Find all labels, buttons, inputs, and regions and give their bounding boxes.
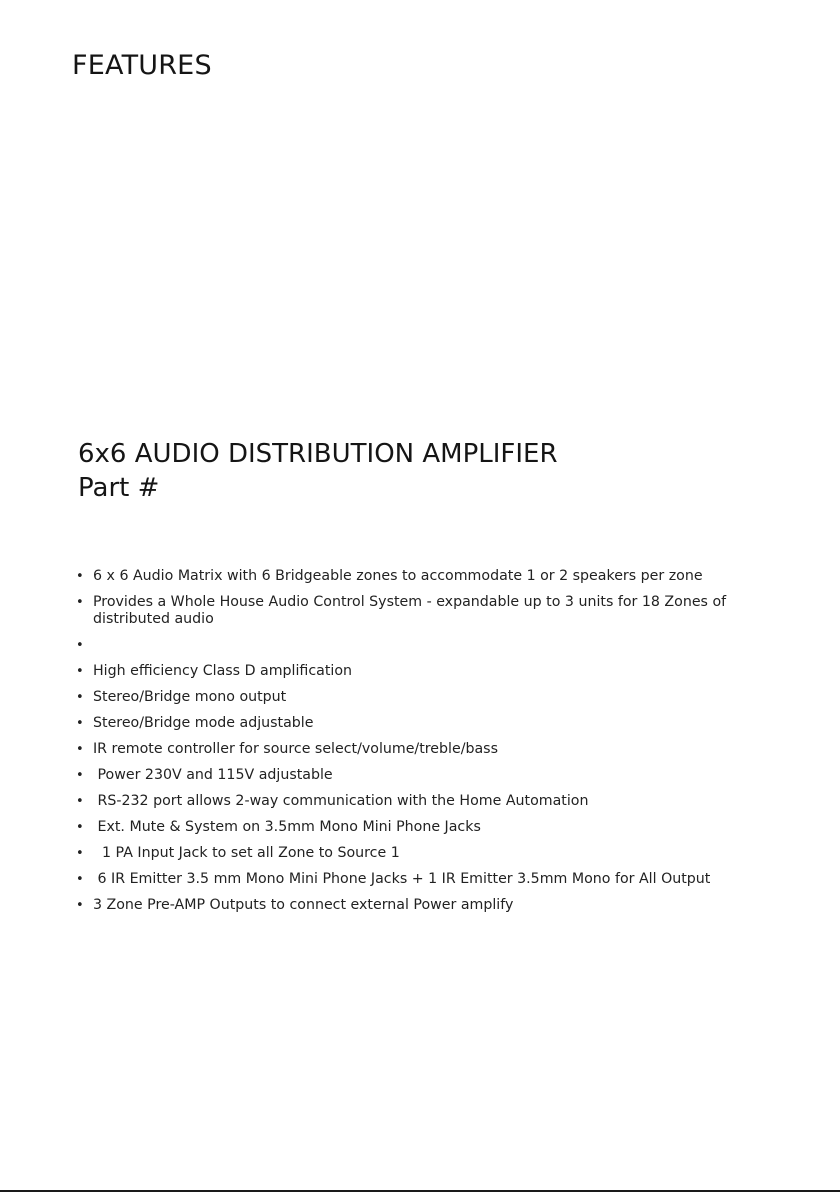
feature-text: Ext. Mute & System on 3.5mm Mono Mini Phone Jacks — [93, 819, 481, 835]
feature-text: IR remote controller for source select/volume/treble/bass — [93, 741, 498, 757]
feature-item — [76, 819, 796, 836]
section-title: FEATURES — [72, 50, 212, 81]
feature-item — [76, 715, 796, 732]
feature-text: High efficiency Class D amplification — [93, 663, 353, 679]
feature-text: 1 PA Input Jack to set all Zone to Source 1 — [93, 845, 400, 861]
feature-text: 6 x 6 Audio Matrix with 6 Bridgeable zones to accommodate 1 or 2 speakers per zone — [93, 568, 703, 584]
feature-item — [76, 689, 796, 706]
feature-text: 3 Zone Pre-AMP Outputs to connect external Power amplify — [93, 897, 514, 913]
feature-text: Stereo/Bridge mode adjustable — [93, 715, 314, 731]
feature-item — [76, 871, 796, 888]
feature-list — [76, 568, 796, 923]
product-title: 6x6 AUDIO DISTRIBUTION AMPLIFIER — [78, 439, 558, 469]
feature-text: 6 IR Emitter 3.5 mm Mono Mini Phone Jacks + 1 IR Emitter 3.5mm Mono for All Output — [93, 871, 711, 887]
feature-text: Power 230V and 115V adjustable — [93, 767, 333, 783]
feature-text: RS-232 port allows 2-way communication with the Home Automation — [93, 793, 589, 809]
product-heading — [78, 437, 558, 505]
feature-item — [76, 637, 796, 654]
feature-text: Provides a Whole House Audio Control System - expandable up to 3 units for 18 Zones of distributed audio — [93, 594, 727, 627]
feature-item — [76, 594, 796, 628]
feature-text: Stereo/Bridge mono output — [93, 689, 287, 705]
feature-item — [76, 741, 796, 758]
part-number-label: Part # — [78, 473, 160, 503]
feature-item — [76, 793, 796, 810]
feature-item — [76, 568, 796, 585]
feature-item — [76, 897, 796, 914]
feature-item — [76, 663, 796, 680]
feature-item — [76, 767, 796, 784]
feature-item — [76, 845, 796, 862]
